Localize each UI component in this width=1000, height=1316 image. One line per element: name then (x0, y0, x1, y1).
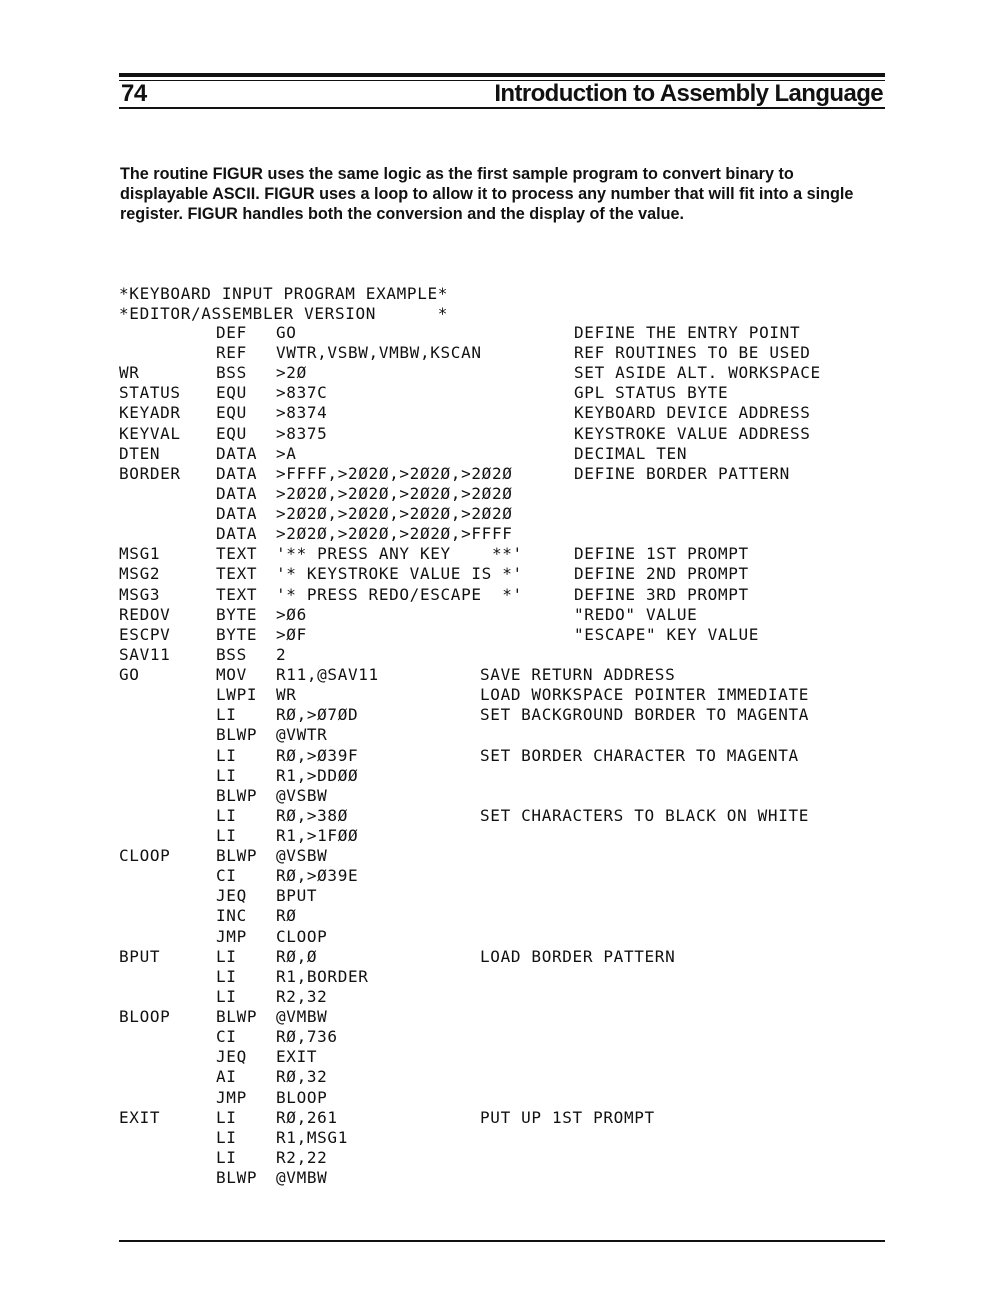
code-operand: >Ø6 (276, 605, 307, 624)
code-operand: RØ,>Ø7ØD (276, 705, 359, 724)
code-operand: '** PRESS ANY KEY **' (276, 544, 523, 563)
code-label: SAV11 (119, 645, 171, 664)
code-operand: R1,>1FØØ (276, 826, 359, 845)
running-title: Introduction to Assembly Language (494, 80, 883, 107)
code-operand: BPUT (276, 886, 318, 905)
code-comment: KEYBOARD DEVICE ADDRESS (574, 403, 811, 422)
code-operand: >A (276, 444, 297, 463)
code-operand: R1,BORDER (276, 967, 369, 986)
code-opcode: BLWP (216, 1007, 258, 1026)
code-opcode: LI (216, 1128, 237, 1147)
code-operand: RØ,>38Ø (276, 806, 348, 825)
code-comment: SET ASIDE ALT. WORKSPACE (574, 363, 821, 382)
code-operand: R2,32 (276, 987, 328, 1006)
code-opcode: BLWP (216, 846, 258, 865)
code-opcode: LI (216, 746, 237, 765)
code-operand: @VMBW (276, 1007, 328, 1026)
code-opcode: LI (216, 766, 237, 785)
code-opcode: LI (216, 826, 237, 845)
code-opcode: BLWP (216, 786, 258, 805)
code-label: BORDER (119, 464, 181, 483)
code-opcode: LWPI (216, 685, 258, 704)
code-operand: RØ,736 (276, 1027, 338, 1046)
code-label: WR (119, 363, 140, 382)
code-comment: LOAD BORDER PATTERN (480, 947, 676, 966)
code-opcode: DATA (216, 524, 258, 543)
code-comment: LOAD WORKSPACE POINTER IMMEDIATE (480, 685, 810, 704)
code-operand: '* KEYSTROKE VALUE IS *' (276, 564, 523, 583)
code-operand: RØ,>Ø39E (276, 866, 359, 885)
code-comment: DEFINE BORDER PATTERN (574, 464, 790, 483)
code-operand: RØ (276, 906, 297, 925)
intro-paragraph (120, 164, 865, 224)
code-opcode: LI (216, 987, 237, 1006)
code-opcode: DATA (216, 484, 258, 503)
code-opcode: BSS (216, 363, 247, 382)
footer-rule (119, 1240, 885, 1242)
code-operand: BLOOP (276, 1088, 328, 1107)
code-label: BLOOP (119, 1007, 171, 1026)
code-opcode: LI (216, 1108, 237, 1127)
code-comment: DEFINE 3RD PROMPT (574, 585, 749, 604)
code-operand: >2Ø (276, 363, 307, 382)
code-opcode: TEXT (216, 585, 258, 604)
code-opcode: BYTE (216, 625, 258, 644)
code-opcode: TEXT (216, 564, 258, 583)
code-opcode: LI (216, 1148, 237, 1167)
listing-title-line (0, 264, 449, 303)
code-comment: DEFINE 1ST PROMPT (574, 544, 749, 563)
code-opcode: BSS (216, 645, 247, 664)
code-label: ESCPV (119, 625, 171, 644)
code-opcode: DEF (216, 323, 247, 342)
code-opcode: DATA (216, 504, 258, 523)
code-label: GO (119, 665, 140, 684)
code-opcode: EQU (216, 424, 247, 443)
code-comment: "REDO" VALUE (574, 605, 698, 624)
code-comment: SET BORDER CHARACTER TO MAGENTA (480, 746, 799, 765)
code-operand: >ØF (276, 625, 307, 644)
code-operand: @VSBW (276, 786, 328, 805)
code-opcode: LI (216, 806, 237, 825)
code-operand: RØ,>Ø39F (276, 746, 359, 765)
code-comment: SAVE RETURN ADDRESS (480, 665, 676, 684)
code-operand: @VWTR (276, 725, 328, 744)
code-label: REDOV (119, 605, 171, 624)
code-operand: CLOOP (276, 927, 328, 946)
code-opcode: BYTE (216, 605, 258, 624)
code-operand: >8375 (276, 424, 328, 443)
code-opcode: AI (216, 1067, 237, 1086)
code-label: MSG2 (119, 564, 161, 583)
header-underline (119, 107, 885, 109)
code-comment: DEFINE 2ND PROMPT (574, 564, 749, 583)
code-operand: RØ,32 (276, 1067, 328, 1086)
code-operand: >2Ø2Ø,>2Ø2Ø,>2Ø2Ø,>FFFF (276, 524, 513, 543)
page-number: 74 (121, 80, 147, 107)
code-label: KEYVAL (119, 424, 181, 443)
code-opcode: DATA (216, 444, 258, 463)
code-operand: VWTR,VSBW,VMBW,KSCAN (276, 343, 482, 362)
code-opcode: MOV (216, 665, 247, 684)
header-rule-thick (119, 73, 885, 77)
code-label: KEYADR (119, 403, 181, 422)
code-opcode: CI (216, 1027, 237, 1046)
code-operand: >2Ø2Ø,>2Ø2Ø,>2Ø2Ø,>2Ø2Ø (276, 484, 513, 503)
code-comment: "ESCAPE" KEY VALUE (574, 625, 760, 644)
code-operand: >837C (276, 383, 328, 402)
code-opcode: JEQ (216, 1047, 247, 1066)
code-label: DTEN (119, 444, 161, 463)
code-comment: PUT UP 1ST PROMPT (480, 1108, 655, 1127)
code-operand: R11,@SAV11 (276, 665, 379, 684)
code-operand: @VMBW (276, 1168, 328, 1187)
code-label: MSG3 (119, 585, 161, 604)
code-operand: >2Ø2Ø,>2Ø2Ø,>2Ø2Ø,>2Ø2Ø (276, 504, 513, 523)
listing-title-text: *KEYBOARD INPUT PROGRAM EXAMPLE* (119, 284, 449, 303)
code-opcode: CI (216, 866, 237, 885)
code-operand: R2,22 (276, 1148, 328, 1167)
code-opcode: INC (216, 906, 247, 925)
code-opcode: REF (216, 343, 247, 362)
code-operand: >FFFF,>2Ø2Ø,>2Ø2Ø,>2Ø2Ø (276, 464, 513, 483)
listing-title-text: *EDITOR/ASSEMBLER VERSION * (119, 304, 449, 323)
code-operand: EXIT (276, 1047, 318, 1066)
code-opcode: BLWP (216, 1168, 258, 1187)
code-comment: SET CHARACTERS TO BLACK ON WHITE (480, 806, 810, 825)
code-opcode: EQU (216, 403, 247, 422)
code-opcode: JMP (216, 1088, 247, 1107)
code-comment: SET BACKGROUND BORDER TO MAGENTA (480, 705, 810, 724)
code-operand: '* PRESS REDO/ESCAPE *' (276, 585, 523, 604)
code-opcode: LI (216, 947, 237, 966)
code-comment: DECIMAL TEN (574, 444, 688, 463)
code-opcode: TEXT (216, 544, 258, 563)
code-comment: GPL STATUS BYTE (574, 383, 729, 402)
code-label: CLOOP (119, 846, 171, 865)
code-opcode: LI (216, 705, 237, 724)
code-label: MSG1 (119, 544, 161, 563)
code-label: EXIT (119, 1108, 161, 1127)
code-label: STATUS (119, 383, 181, 402)
code-opcode: DATA (216, 464, 258, 483)
code-opcode: BLWP (216, 725, 258, 744)
code-label: BPUT (119, 947, 161, 966)
code-operand: R1,MSG1 (276, 1128, 348, 1147)
code-comment: KEYSTROKE VALUE ADDRESS (574, 424, 811, 443)
code-operand: @VSBW (276, 846, 328, 865)
code-operand: R1,>DDØØ (276, 766, 359, 785)
code-comment: REF ROUTINES TO BE USED (574, 343, 811, 362)
code-operand: WR (276, 685, 297, 704)
code-opcode: JEQ (216, 886, 247, 905)
code-opcode: LI (216, 967, 237, 986)
code-operand: RØ,261 (276, 1108, 338, 1127)
code-opcode: JMP (216, 927, 247, 946)
code-operand: GO (276, 323, 297, 342)
code-operand: 2 (276, 645, 287, 664)
code-operand: >8374 (276, 403, 328, 422)
code-opcode: EQU (216, 383, 247, 402)
intro-text: The routine FIGUR uses the same logic as the first sample program to convert binary to displayable ASCII. FIGUR uses a loop to allow it to process any number that will fit into a single register. FIGUR handles both the conversion and the display of the value. (120, 165, 854, 223)
code-operand: RØ,Ø (276, 947, 318, 966)
code-comment: DEFINE THE ENTRY POINT (574, 323, 801, 342)
